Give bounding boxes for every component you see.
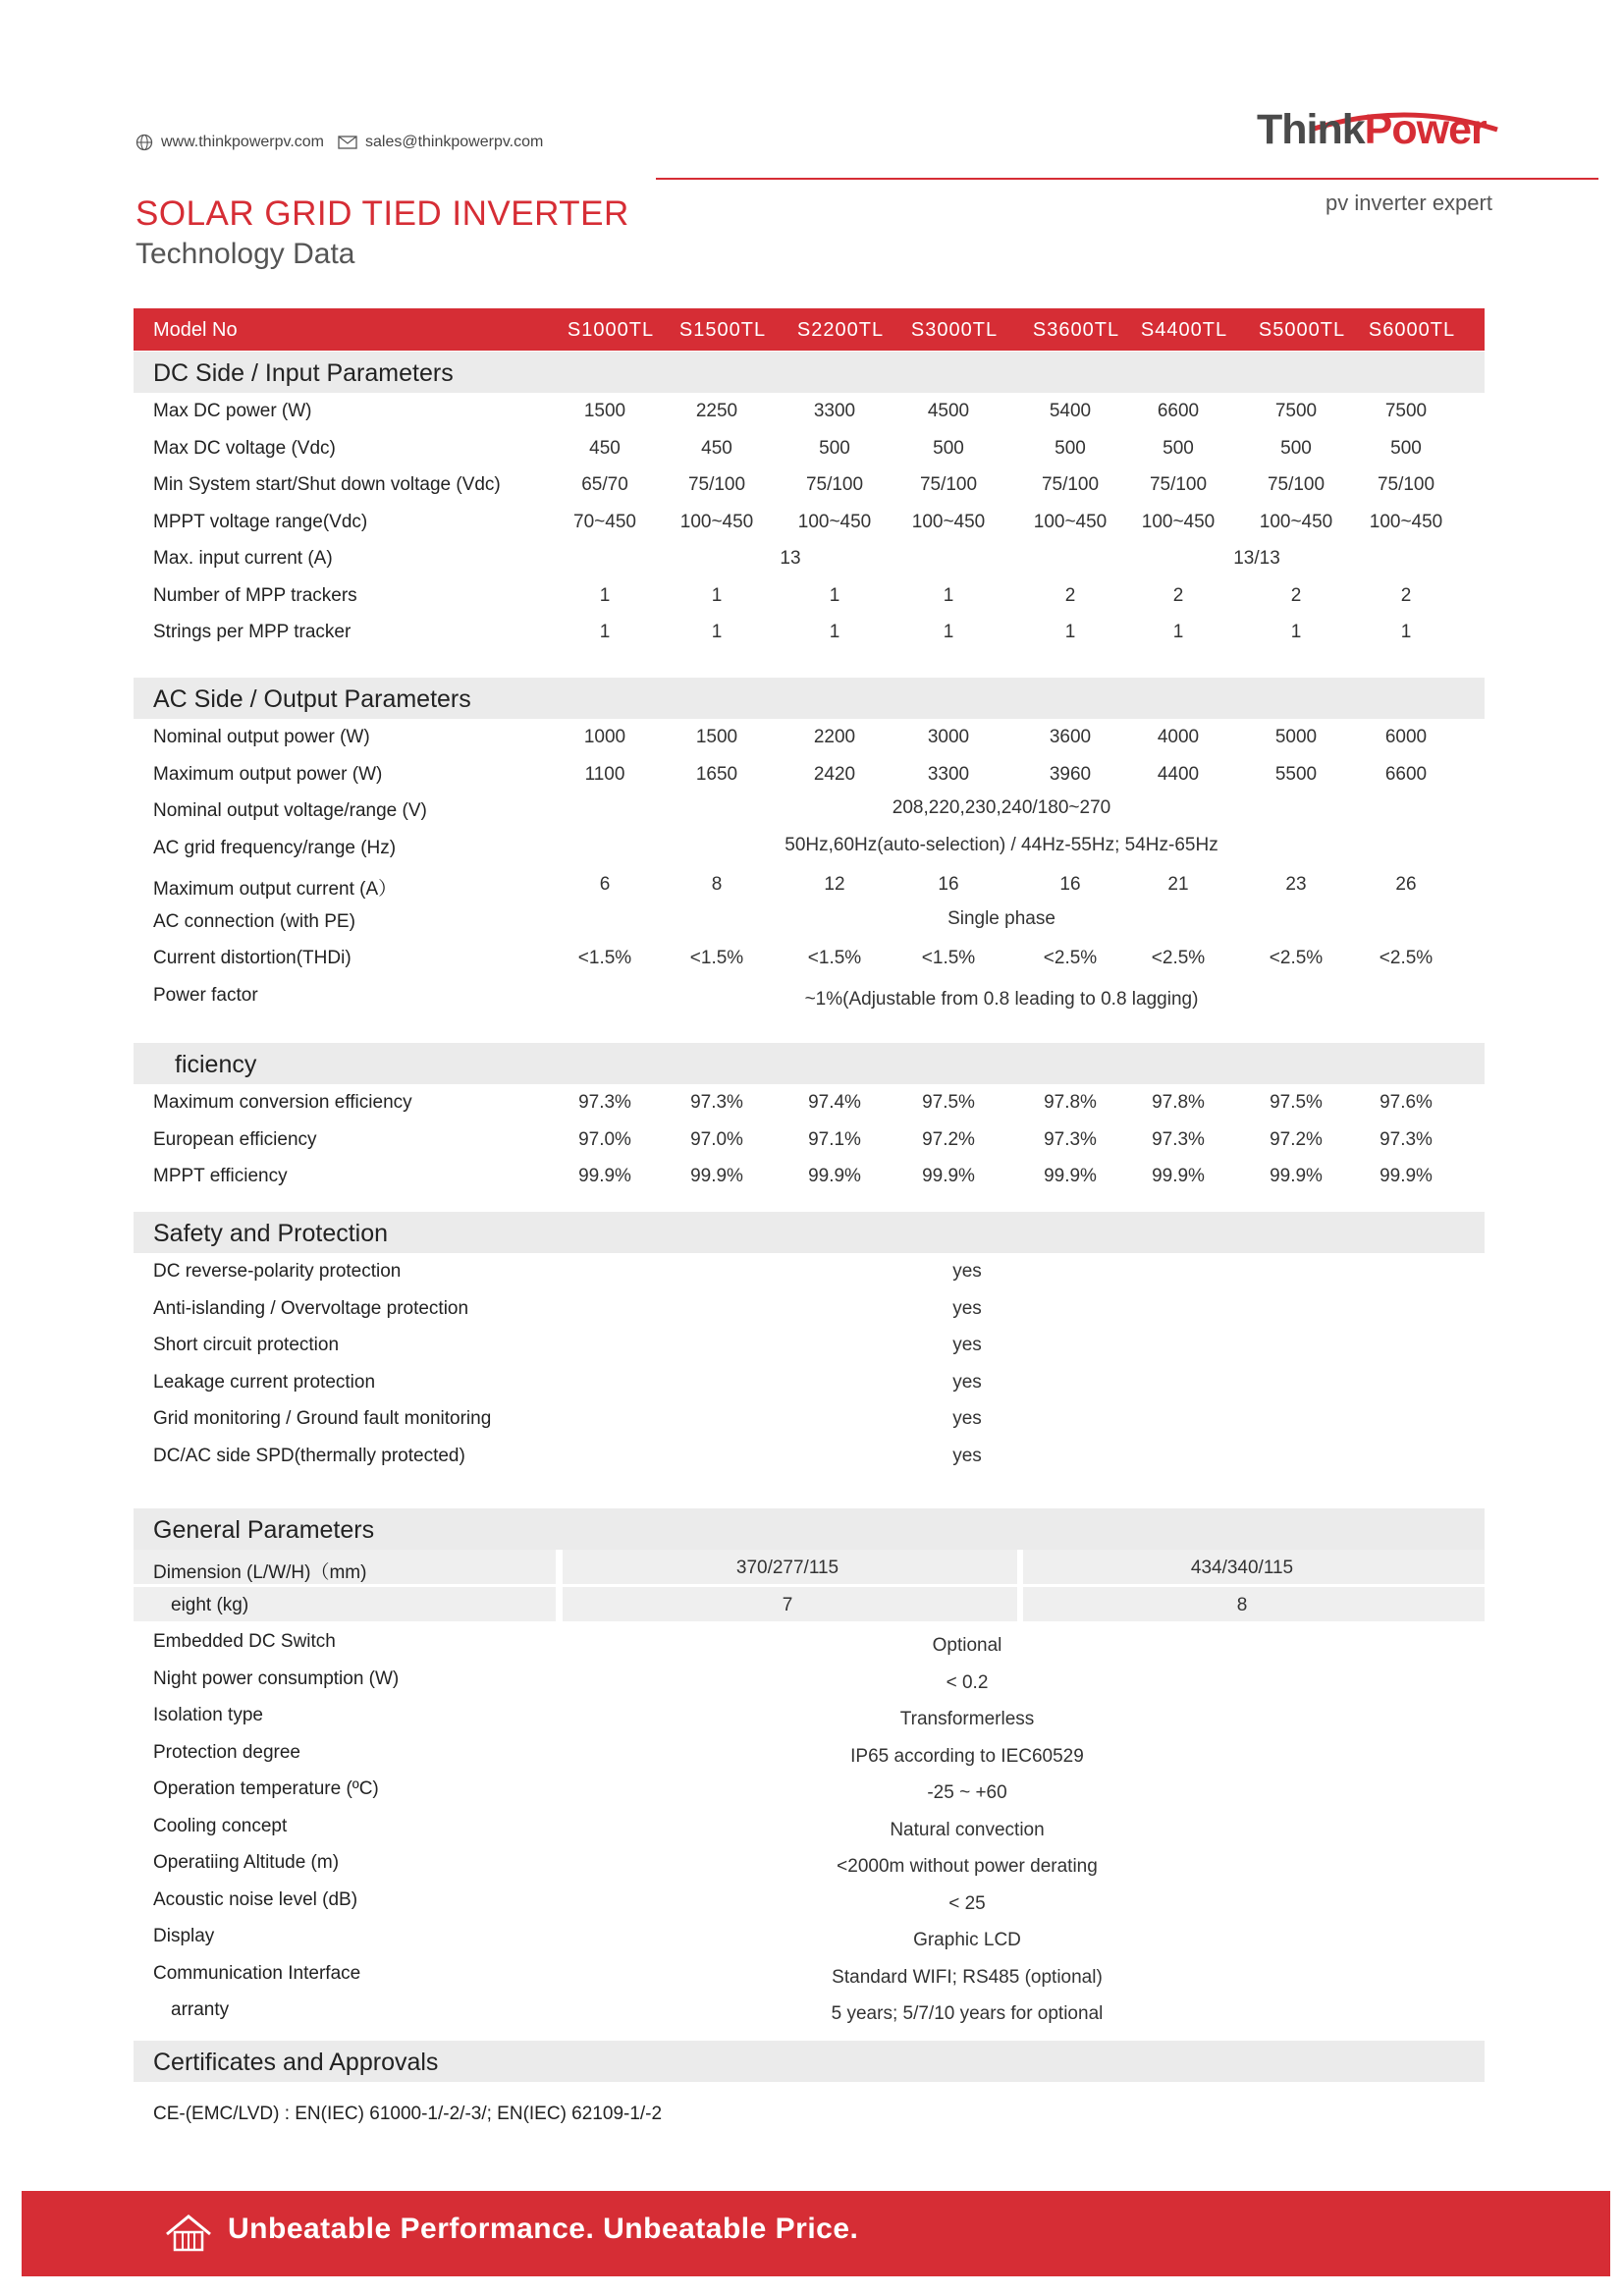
row-value: 6600 [1384, 763, 1428, 785]
table-row [134, 1882, 1485, 1918]
row-value: 100~450 [911, 511, 986, 532]
row-label: DC reverse-polarity protection [153, 1261, 402, 1282]
row-value: 1650 [695, 763, 738, 785]
row-label: Current distortion(THDi) [153, 948, 352, 968]
row-value: 99.9% [578, 1166, 631, 1186]
row-label: DC/AC side SPD(thermally protected) [153, 1445, 465, 1466]
row-value: 75/100 [1267, 474, 1325, 495]
row-label: Communication Interface [153, 1962, 361, 1984]
row-label: Power factor [153, 984, 258, 1006]
row-value: 6000 [1384, 727, 1428, 747]
table-row [134, 540, 1485, 576]
row-value: 2 [1064, 584, 1076, 606]
row-value: 5500 [1274, 763, 1318, 785]
table-row [134, 1327, 1485, 1363]
row-value: 97.5% [922, 1092, 975, 1113]
row-label: Dimension (L/W/H)（mm) [153, 1562, 367, 1583]
row-value: 99.9% [1152, 1166, 1205, 1186]
row-span-value: < 25 [948, 1892, 986, 1914]
table-row [134, 393, 1485, 429]
table-row [134, 1955, 1485, 1992]
table-row [134, 1290, 1485, 1327]
table-row [134, 1808, 1485, 1844]
model-name: S1500TL [678, 319, 767, 341]
table-row [134, 830, 1485, 866]
row-value: 7500 [1274, 401, 1318, 421]
row-span-value: yes [952, 1297, 982, 1319]
row-span-value: yes [952, 1371, 982, 1393]
row-value: 97.0% [690, 1128, 743, 1150]
row-value: 97.8% [1044, 1092, 1097, 1113]
section-title: AC Side / Output Parameters [153, 685, 471, 713]
table-row [134, 1400, 1485, 1437]
row-value: 97.2% [922, 1128, 975, 1150]
row-value: 1000 [583, 727, 626, 747]
row-value: 99.9% [690, 1166, 743, 1186]
row-value: 75/100 [805, 474, 864, 495]
row-value: 12 [824, 874, 845, 895]
table-row [134, 866, 1485, 902]
table-row [134, 1438, 1485, 1474]
row-value: 75/100 [919, 474, 978, 495]
row-span-value: yes [952, 1408, 982, 1429]
row-value: 97.2% [1270, 1128, 1323, 1150]
page-title: SOLAR GRID TIED INVERTER [135, 194, 629, 233]
table-row [134, 1158, 1485, 1194]
row-span-value: ~1%(Adjustable from 0.8 leading to 0.8 lagging) [804, 988, 1199, 1010]
brand-think: Think [1257, 106, 1365, 153]
row-value: <1.5% [577, 948, 632, 968]
row-value: 6600 [1157, 401, 1200, 421]
row-value: 100~450 [679, 511, 754, 532]
row-value: 2 [1172, 584, 1184, 606]
row-value: <1.5% [921, 948, 976, 968]
row-span-value: yes [952, 1261, 982, 1282]
header-divider [656, 178, 1598, 180]
contact-line [135, 134, 543, 151]
row-label: Grid monitoring / Ground fault monitoring [153, 1408, 492, 1429]
tagline: pv inverter expert [1325, 191, 1492, 215]
row-value: 100~450 [1141, 511, 1216, 532]
mail-icon [338, 135, 357, 150]
table-row [134, 1550, 1485, 1586]
model-name: S1000TL [567, 319, 655, 341]
row-span-value: yes [952, 1335, 982, 1355]
table-row [134, 577, 1485, 614]
row-span-value: 208,220,230,240/180~270 [892, 797, 1111, 818]
footer-slogan: Unbeatable Performance. Unbeatable Price. [228, 2213, 859, 2245]
row-value: 100~450 [1033, 511, 1108, 532]
row-value: 16 [938, 874, 959, 895]
row-value: 4500 [927, 401, 970, 421]
row-value: 70~450 [573, 511, 636, 532]
row-label: arranty [171, 1999, 230, 2020]
row-value: 99.9% [1270, 1166, 1323, 1186]
table-row [134, 1084, 1485, 1121]
row-value: 3300 [813, 401, 856, 421]
row-value: 5400 [1049, 401, 1092, 421]
row-value: 1100 [584, 763, 625, 785]
section-title: ficiency [175, 1051, 257, 1078]
table-row [134, 430, 1485, 466]
row-value: 1500 [695, 727, 738, 747]
row-value: 500 [1280, 437, 1312, 459]
row-value: 75/100 [687, 474, 746, 495]
row-value: 1 [711, 622, 723, 642]
email-link[interactable]: sales@thinkpowerpv.com [364, 134, 544, 150]
row-value: 3960 [1049, 763, 1092, 785]
table-row [134, 719, 1485, 755]
row-label: Number of MPP trackers [153, 584, 357, 606]
row-value: 26 [1395, 874, 1417, 895]
row-label: Maximum conversion efficiency [153, 1092, 412, 1113]
row-span-value: 13/13 [1233, 548, 1280, 569]
row-label: Short circuit protection [153, 1335, 340, 1355]
row-value: 4000 [1157, 727, 1200, 747]
row-value: 500 [819, 437, 850, 459]
table-row [134, 1771, 1485, 1807]
table-row [134, 756, 1485, 793]
row-value: 99.9% [808, 1166, 861, 1186]
row-label: MPPT efficiency [153, 1166, 288, 1186]
table-row [134, 1623, 1485, 1660]
row-value: 99.9% [1044, 1166, 1097, 1186]
page-subtitle: Technology Data [135, 238, 355, 270]
row-value: 500 [1390, 437, 1422, 459]
row-value: 450 [701, 437, 732, 459]
row-value: <1.5% [689, 948, 744, 968]
row-label: Operation temperature (ºC) [153, 1778, 379, 1799]
row-value: 97.4% [808, 1092, 861, 1113]
footer-bar [22, 2191, 1610, 2276]
row-value: 16 [1059, 874, 1081, 895]
website-link[interactable]: www.thinkpowerpv.com [161, 134, 324, 150]
row-value: <1.5% [807, 948, 862, 968]
table-row [134, 1364, 1485, 1400]
table-row [134, 1918, 1485, 1954]
table-row [134, 1661, 1485, 1697]
row-value: 2200 [813, 727, 856, 747]
globe-icon [135, 134, 153, 151]
row-label: Acoustic noise level (dB) [153, 1888, 358, 1910]
row-value: 97.3% [1380, 1128, 1433, 1150]
table-row [134, 1697, 1485, 1733]
row-value: 2 [1400, 584, 1412, 606]
table-row [134, 504, 1485, 540]
table-row [134, 1253, 1485, 1289]
row-value: 1 [943, 584, 954, 606]
row-value: 23 [1285, 874, 1307, 895]
section-title: Safety and Protection [153, 1220, 389, 1247]
row-value: 97.3% [578, 1092, 631, 1113]
row-span-value: 5 years; 5/7/10 years for optional [831, 2003, 1104, 2024]
row-value: 97.3% [690, 1092, 743, 1113]
row-value: <2.5% [1379, 948, 1434, 968]
row-value: 3600 [1049, 727, 1092, 747]
row-label: Protection degree [153, 1741, 300, 1763]
row-label: Night power consumption (W) [153, 1667, 400, 1689]
row-span-value: < 0.2 [946, 1671, 989, 1693]
row-value: 99.9% [1380, 1166, 1433, 1186]
row-label: Anti-islanding / Overvoltage protection [153, 1297, 469, 1319]
row-label: eight (kg) [171, 1594, 249, 1615]
row-span-value: 434/340/115 [1190, 1558, 1294, 1578]
row-value: 8 [711, 874, 723, 895]
row-value: 1 [1290, 622, 1302, 642]
section-header [134, 1508, 1485, 1550]
table-row [134, 1992, 1485, 2028]
table-row [134, 1121, 1485, 1158]
row-label: Cooling concept [153, 1815, 288, 1836]
model-name: S4400TL [1140, 319, 1228, 341]
row-span-value: 7 [782, 1594, 793, 1615]
row-value: 97.5% [1270, 1092, 1323, 1113]
row-value: 2250 [695, 401, 738, 421]
model-header-row [134, 308, 1485, 351]
row-span-value: -25 ~ +60 [927, 1782, 1007, 1803]
row-label: Max DC voltage (Vdc) [153, 437, 336, 459]
row-label: Strings per MPP tracker [153, 622, 352, 642]
table-row [134, 1844, 1485, 1881]
row-value: 21 [1167, 874, 1189, 895]
row-value: 100~450 [797, 511, 872, 532]
row-value: 3300 [927, 763, 970, 785]
row-label: European efficiency [153, 1128, 317, 1150]
row-span-value: Graphic LCD [913, 1930, 1021, 1950]
row-span-value: Single phase [947, 907, 1055, 929]
row-span-value: <2000m without power derating [837, 1856, 1098, 1877]
row-label: CE-(EMC/LVD) : EN(IEC) 61000-1/-2/-3/; EN(IEC) 62109-1/-2 [153, 2104, 663, 2124]
brand-power: Power [1364, 106, 1487, 153]
section-header [134, 1212, 1485, 1253]
row-span-value: Transformerless [899, 1709, 1035, 1729]
row-label: Operatiing Altitude (m) [153, 1852, 340, 1873]
row-value: 1 [1400, 622, 1412, 642]
table-row [134, 1734, 1485, 1771]
row-value: 1 [599, 584, 611, 606]
row-value: 99.9% [922, 1166, 975, 1186]
model-name: S5000TL [1258, 319, 1346, 341]
certificate-row [134, 2096, 1485, 2132]
row-label: AC connection (with PE) [153, 910, 355, 932]
house-icon [164, 2213, 213, 2254]
row-value: 97.3% [1152, 1128, 1205, 1150]
row-value: 6 [599, 874, 611, 895]
row-value: 7500 [1384, 401, 1428, 421]
row-label: MPPT voltage range(Vdc) [153, 511, 368, 532]
row-label: Max DC power (W) [153, 401, 312, 421]
row-value: 1 [829, 584, 840, 606]
row-span-value: 13 [780, 548, 801, 569]
section-header [134, 2041, 1485, 2082]
section-title: Certificates and Approvals [153, 2049, 439, 2076]
row-label: Max. input current (A) [153, 548, 333, 569]
row-label: Nominal output voltage/range (V) [153, 800, 427, 821]
row-value: 3000 [927, 727, 970, 747]
row-value: 5000 [1274, 727, 1318, 747]
row-value: 1500 [583, 401, 626, 421]
row-value: 2 [1290, 584, 1302, 606]
row-value: 97.3% [1044, 1128, 1097, 1150]
table-row [134, 466, 1485, 503]
section-header [134, 352, 1485, 393]
row-value: 2420 [813, 763, 856, 785]
row-value: 97.6% [1380, 1092, 1433, 1113]
row-label: Isolation type [153, 1705, 263, 1725]
row-value: 97.1% [808, 1128, 861, 1150]
row-value: <2.5% [1043, 948, 1098, 968]
row-value: <2.5% [1269, 948, 1324, 968]
row-value: 1 [829, 622, 840, 642]
row-value: 97.0% [578, 1128, 631, 1150]
row-label: Maximum output power (W) [153, 763, 383, 785]
row-value: 4400 [1157, 763, 1200, 785]
section-header [134, 678, 1485, 719]
row-label: Leakage current protection [153, 1371, 376, 1393]
row-value: 1 [711, 584, 723, 606]
row-label: Nominal output power (W) [153, 727, 370, 747]
row-label: Maximum output current (A） [153, 879, 398, 900]
row-span-value: Standard WIFI; RS485 (optional) [832, 1966, 1103, 1988]
row-span-value: IP65 according to IEC60529 [850, 1745, 1084, 1767]
row-value: 500 [933, 437, 964, 459]
row-value: 100~450 [1369, 511, 1443, 532]
model-name: S3600TL [1032, 319, 1120, 341]
row-span-value: 50Hz,60Hz(auto-selection) / 44Hz-55Hz; 54Hz-65Hz [784, 834, 1218, 855]
table-row [134, 793, 1485, 829]
section-header [134, 1043, 1485, 1084]
row-value: 1 [943, 622, 954, 642]
model-name: S2200TL [796, 319, 885, 341]
row-span-value: 370/277/115 [735, 1558, 839, 1578]
row-value: 1 [1172, 622, 1184, 642]
model-name: S6000TL [1368, 319, 1456, 341]
model-name: S3000TL [910, 319, 999, 341]
row-span-value: yes [952, 1445, 982, 1466]
table-row [134, 977, 1485, 1013]
table-row [134, 614, 1485, 650]
section-title: DC Side / Input Parameters [153, 359, 454, 387]
row-value: 75/100 [1377, 474, 1435, 495]
section-title: General Parameters [153, 1516, 375, 1544]
brand-logo [1257, 106, 1487, 154]
row-span-value: Optional [932, 1635, 1002, 1656]
model-label: Model No [153, 319, 238, 341]
table-row [134, 940, 1485, 976]
row-value: 65/70 [581, 474, 628, 495]
row-span-value: Natural convection [890, 1819, 1045, 1840]
row-value: 75/100 [1041, 474, 1100, 495]
row-value: 500 [1163, 437, 1194, 459]
row-label: AC grid frequency/range (Hz) [153, 837, 397, 858]
row-label: Display [153, 1926, 215, 1946]
table-row [134, 903, 1485, 940]
row-value: 450 [589, 437, 621, 459]
row-span-value: 8 [1236, 1594, 1248, 1615]
row-label: Min System start/Shut down voltage (Vdc) [153, 474, 501, 495]
row-value: 500 [1055, 437, 1086, 459]
row-value: 97.8% [1152, 1092, 1205, 1113]
row-value: <2.5% [1151, 948, 1206, 968]
row-value: 1 [599, 622, 611, 642]
row-value: 75/100 [1149, 474, 1208, 495]
table-row [134, 1587, 1485, 1623]
row-label: Embedded DC Switch [153, 1631, 336, 1652]
row-value: 100~450 [1259, 511, 1333, 532]
row-value: 1 [1064, 622, 1076, 642]
